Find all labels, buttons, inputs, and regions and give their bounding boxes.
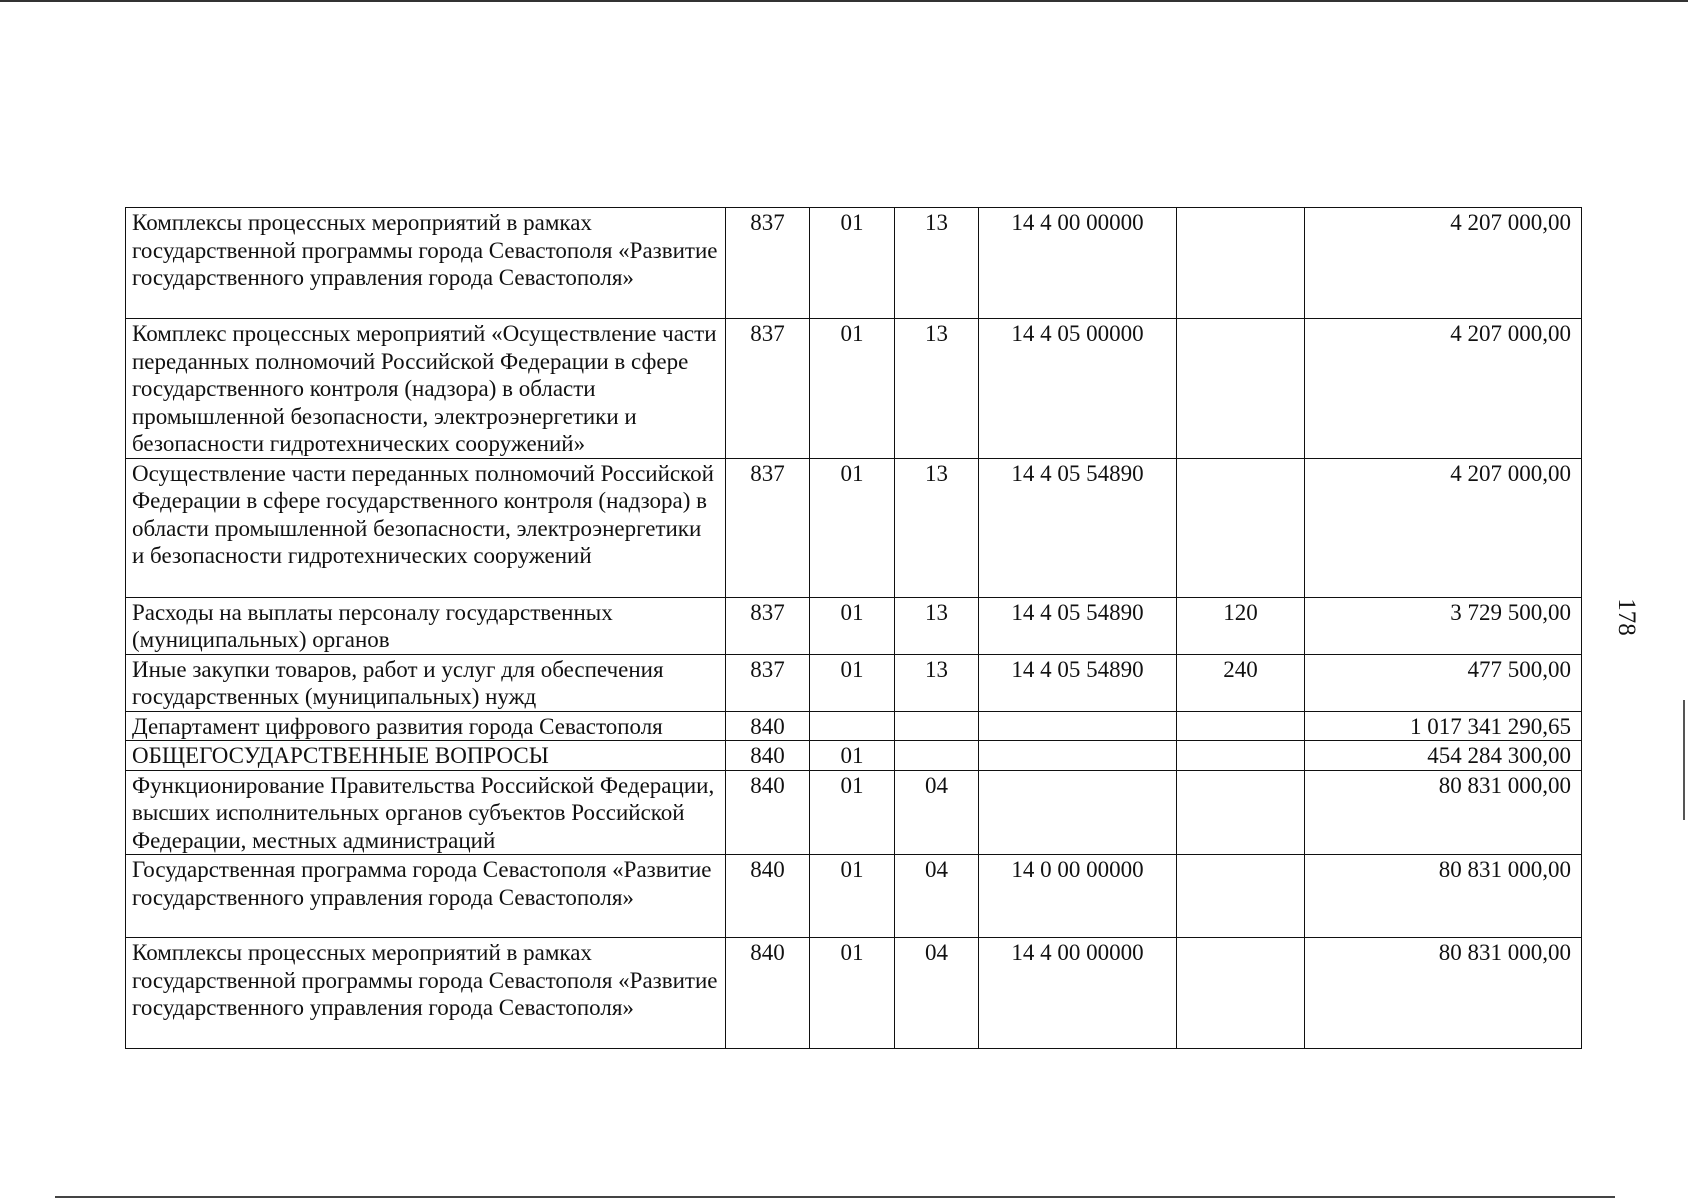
row-rz — [810, 711, 895, 741]
budget-table — [125, 207, 1582, 1049]
row-pr — [895, 741, 979, 771]
row-rz: 01 — [810, 458, 895, 597]
row-grbs: 837 — [726, 654, 810, 711]
row-rz: 01 — [810, 319, 895, 459]
scan-edge-top — [0, 0, 1688, 2]
row-name: Департамент цифрового развития города Севастополя — [126, 711, 726, 741]
row-pr: 13 — [895, 654, 979, 711]
row-name: Комплекс процессных мероприятий «Осуществление части переданных полномочий Российской Федерации в сфере государственного контроля (надзора) в области промышленной безопасности, электроэнергетики и безопасности гидротехнических сооружений» — [126, 319, 726, 459]
row-csr — [979, 770, 1177, 855]
table-row — [126, 938, 1582, 1049]
row-rz: 01 — [810, 654, 895, 711]
row-rz: 01 — [810, 855, 895, 938]
row-grbs: 837 — [726, 597, 810, 654]
row-amount: 4 207 000,00 — [1305, 319, 1582, 459]
row-vr — [1177, 741, 1305, 771]
row-grbs: 840 — [726, 770, 810, 855]
row-name: Комплексы процессных мероприятий в рамках государственной программы города Севастополя «Развитие государственного управления города Севастополя» — [126, 208, 726, 319]
row-name: ОБЩЕГОСУДАРСТВЕННЫЕ ВОПРОСЫ — [126, 741, 726, 771]
row-amount: 4 207 000,00 — [1305, 208, 1582, 319]
row-rz: 01 — [810, 741, 895, 771]
row-amount: 80 831 000,00 — [1305, 770, 1582, 855]
row-name: Функционирование Правительства Российской Федерации, высших исполнительных органов субъектов Российской Федерации, местных администраций — [126, 770, 726, 855]
row-csr — [979, 711, 1177, 741]
row-name: Государственная программа города Севастополя «Развитие государственного управления города Севастополя» — [126, 855, 726, 938]
table-row — [126, 741, 1582, 771]
row-vr — [1177, 208, 1305, 319]
row-csr: 14 4 05 54890 — [979, 458, 1177, 597]
table-row — [126, 458, 1582, 597]
table-row — [126, 597, 1582, 654]
table-row — [126, 319, 1582, 459]
row-vr: 240 — [1177, 654, 1305, 711]
row-grbs: 837 — [726, 458, 810, 597]
row-amount: 4 207 000,00 — [1305, 458, 1582, 597]
row-grbs: 837 — [726, 319, 810, 459]
row-pr: 04 — [895, 855, 979, 938]
row-vr — [1177, 458, 1305, 597]
row-pr: 13 — [895, 597, 979, 654]
row-vr — [1177, 938, 1305, 1049]
row-vr — [1177, 711, 1305, 741]
row-pr — [895, 711, 979, 741]
row-pr: 13 — [895, 208, 979, 319]
row-grbs: 840 — [726, 741, 810, 771]
row-grbs: 840 — [726, 855, 810, 938]
row-grbs: 837 — [726, 208, 810, 319]
row-csr: 14 4 05 00000 — [979, 319, 1177, 459]
row-amount: 3 729 500,00 — [1305, 597, 1582, 654]
row-name: Расходы на выплаты персоналу государственных (муниципальных) органов — [126, 597, 726, 654]
row-csr — [979, 741, 1177, 771]
row-pr: 13 — [895, 458, 979, 597]
row-pr: 04 — [895, 938, 979, 1049]
row-vr — [1177, 855, 1305, 938]
row-grbs: 840 — [726, 938, 810, 1049]
table-row — [126, 711, 1582, 741]
row-rz: 01 — [810, 208, 895, 319]
row-rz: 01 — [810, 597, 895, 654]
row-pr: 13 — [895, 319, 979, 459]
row-name: Иные закупки товаров, работ и услуг для обеспечения государственных (муниципальных) нужд — [126, 654, 726, 711]
row-rz: 01 — [810, 938, 895, 1049]
row-csr: 14 4 00 00000 — [979, 208, 1177, 319]
table-row — [126, 208, 1582, 319]
row-amount: 80 831 000,00 — [1305, 855, 1582, 938]
row-name: Осуществление части переданных полномочий Российской Федерации в сфере государственного контроля (надзора) в области промышленной безопасности, электроэнергетики и безопасности гидротехнических сооружений — [126, 458, 726, 597]
row-name: Комплексы процессных мероприятий в рамках государственной программы города Севастополя «Развитие государственного управления города Севастополя» — [126, 938, 726, 1049]
row-csr: 14 4 05 54890 — [979, 654, 1177, 711]
row-csr: 14 4 00 00000 — [979, 938, 1177, 1049]
row-amount: 454 284 300,00 — [1305, 741, 1582, 771]
row-pr: 04 — [895, 770, 979, 855]
row-vr — [1177, 770, 1305, 855]
row-grbs: 840 — [726, 711, 810, 741]
row-rz: 01 — [810, 770, 895, 855]
page-number: 178 — [1612, 598, 1640, 636]
row-csr: 14 0 00 00000 — [979, 855, 1177, 938]
scan-edge-right — [1683, 700, 1685, 820]
row-amount: 1 017 341 290,65 — [1305, 711, 1582, 741]
row-amount: 80 831 000,00 — [1305, 938, 1582, 1049]
row-amount: 477 500,00 — [1305, 654, 1582, 711]
table-row — [126, 654, 1582, 711]
table-row — [126, 770, 1582, 855]
row-vr — [1177, 319, 1305, 459]
row-csr: 14 4 05 54890 — [979, 597, 1177, 654]
row-vr: 120 — [1177, 597, 1305, 654]
table-row — [126, 855, 1582, 938]
scan-edge-bottom — [55, 1196, 1615, 1198]
